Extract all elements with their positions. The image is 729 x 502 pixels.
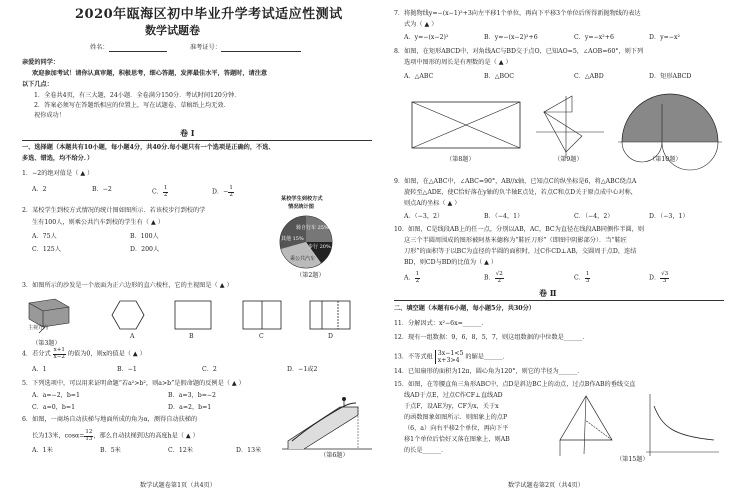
denominator: 3 bbox=[662, 277, 667, 284]
denominator: 2 bbox=[229, 191, 233, 198]
q7-option-b: B．y=−(x−2)²+6 bbox=[484, 34, 538, 41]
question-7-line-b: 式为（ ▲ ） bbox=[404, 21, 438, 28]
question-10-line-d: BD，则CD与BD的比值为（ ▲ ） bbox=[404, 259, 498, 266]
q3-letter-b: B bbox=[189, 333, 194, 340]
question-15-line-g: 的长是______． bbox=[404, 447, 448, 454]
part1-instructions-b: 多选、错选，均不给分．） bbox=[22, 155, 94, 162]
question-12: 12．现有一组数据：9，6，8，5，7，则这组数据的中位数是______． bbox=[394, 334, 589, 341]
denominator: 2 bbox=[497, 277, 501, 284]
question-15-line-d: 的函数图象如图所示．则图象上的点P bbox=[404, 414, 508, 421]
question-13 bbox=[394, 350, 509, 364]
fraction bbox=[84, 430, 93, 442]
q10-option-b bbox=[484, 272, 504, 284]
q6-option-a: A．1米 bbox=[32, 447, 53, 454]
page-1-footer: 数学试题卷第1页（共4页） bbox=[140, 482, 216, 489]
q4-text-a: 4．若分式 bbox=[22, 350, 51, 358]
q5-option-c: C．a=0，b=1 bbox=[32, 404, 76, 411]
denominator: 13 bbox=[85, 435, 93, 442]
figure-15-caption: （第15题） bbox=[616, 456, 649, 463]
figure-2-caption: （第2题） bbox=[296, 272, 325, 279]
q3-letter-a: A bbox=[130, 333, 135, 340]
exam-page-2 bbox=[384, 0, 729, 502]
q5-option-a: A．a=−2，b=1 bbox=[32, 392, 80, 399]
question-14: 14．已知扇形的面积为12π，圆心角为120°，则它的半径为______． bbox=[394, 368, 584, 375]
numerator: √3 bbox=[661, 271, 669, 277]
fraction bbox=[228, 186, 234, 198]
q1-option-c bbox=[152, 186, 168, 198]
numerator: √2 bbox=[495, 271, 503, 277]
q6-text-c: ，那么自动扶梯到达的高度h是（ ▲ ） bbox=[93, 432, 199, 440]
q6-option-c: C．12米 bbox=[168, 447, 193, 454]
q1-option-b: B．−2 bbox=[92, 186, 112, 193]
numerator: 1 bbox=[229, 185, 233, 191]
exam-no-field bbox=[190, 44, 301, 52]
q1-option-a: A．2 bbox=[32, 186, 47, 193]
question-10-line-b: 这三个半圆周围成的图形被阿基米德称为“鞋匠刀形”（即图中阴影部分）．当“鞋匠 bbox=[404, 237, 627, 244]
q7-option-a: A．y=−(x−2)² bbox=[404, 34, 449, 41]
question-6-line-a: 6．如图，一商场自动扶梯与地面所成的角为α，测得自动扶梯的 bbox=[22, 416, 198, 423]
question-9-line-c: 则点A的坐标（ ▲ ） bbox=[404, 200, 461, 207]
question-2-line-a: 2．某校学生到校方式情况的统计图如图所示．若该校步行到校的学 bbox=[22, 207, 206, 214]
q9-option-d: D．（−3，1） bbox=[649, 213, 689, 220]
pie-title-a: 某校学生到校方式 bbox=[281, 196, 323, 202]
denominator: 2 bbox=[163, 191, 168, 198]
question-10-line-c: 刀形”的面积等于以BC为直径的半圆的面积时，过C作CD⊥AB，交圆周于点D，连结 bbox=[404, 248, 637, 255]
numerator: 12 bbox=[85, 429, 93, 435]
option-letter: B． bbox=[484, 274, 495, 282]
q2-option-d: D．200人 bbox=[130, 246, 160, 253]
q6-option-b: B．5米 bbox=[100, 447, 121, 454]
page-2-footer: 数学试题卷第2页（共4页） bbox=[508, 482, 584, 489]
q10-option-d bbox=[649, 272, 669, 284]
fraction bbox=[53, 348, 66, 360]
numerator: x+1 bbox=[53, 347, 65, 353]
pie-label-bus: 乘公共汽车 bbox=[290, 256, 316, 262]
question-5: 5．下列选项中，可以用来证明命题“若a²>b²，则a>b”是假命题的反例是（ ▲ ） bbox=[22, 380, 245, 387]
question-8-line-b: 选项中图形的周长是有理数的是（ ▲ ） bbox=[404, 59, 512, 66]
inequality-1: 3x−1<5 bbox=[437, 350, 464, 357]
numerator: 1 bbox=[585, 271, 590, 277]
denominator: x−2 bbox=[53, 353, 65, 360]
fraction bbox=[495, 272, 504, 284]
question-9-line-a: 9．如图，在△ABC中，∠ABC=90°，AB//x轴，已知点C的纵坐标是6，将△ABC绕点A bbox=[394, 178, 637, 185]
q8-option-b: B．△BOC bbox=[484, 73, 514, 80]
question-11: 11．分解因式：x²−6x=______． bbox=[394, 320, 488, 327]
q10-option-a bbox=[404, 272, 420, 284]
greeting: 亲爱的同学： bbox=[22, 59, 60, 66]
escalator-figure bbox=[282, 395, 374, 455]
figure-8-caption: （第8题） bbox=[446, 156, 475, 163]
q10-option-c bbox=[574, 272, 590, 284]
question-15-line-b: 线AD于点E，过点C作CF⊥直线AD bbox=[404, 392, 503, 399]
q2-option-c: C．125人 bbox=[32, 246, 61, 253]
q9-option-c: C．（−4，2） bbox=[574, 213, 614, 220]
question-8-line-a: 8．如图，在矩形ABCD中，对角线AC与BD交于点O，已知AO=5，∠AOB=60°，则下列 bbox=[394, 48, 644, 55]
name-blank bbox=[109, 45, 167, 52]
question-6-line-b bbox=[32, 430, 199, 442]
q2-option-b: B．100人 bbox=[130, 233, 159, 240]
numerator: 1 bbox=[163, 185, 168, 191]
section-2-heading: 卷 Ⅱ bbox=[539, 288, 557, 298]
question-15-line-f: 移1个单位后恰好又落在图象上，则AB bbox=[404, 436, 510, 443]
fraction bbox=[415, 272, 421, 284]
q4-option-d: D．−1或2 bbox=[287, 366, 318, 373]
q1-option-c-label: C． bbox=[152, 188, 163, 196]
q6-text-b: 长为13米，cosα= bbox=[32, 432, 85, 440]
q3-letter-c: C bbox=[259, 333, 264, 340]
question-9-line-b: 旋转至△ADE，使C恰好落在y轴的负半轴E点处，若点C和点D关于原点成中心对称， bbox=[404, 189, 637, 196]
figure-3-caption: （第3题） bbox=[32, 340, 61, 347]
inequality-system bbox=[435, 350, 464, 364]
question-3: 3．如图所示的沙发是一个底面为正六边形的直六棱柱，它的主视图是（ ▲ ） bbox=[22, 282, 233, 289]
exam-no-blank bbox=[221, 45, 301, 52]
question-15-line-e: （6，a）向右平移2个单位，再向下平 bbox=[404, 425, 509, 432]
figure-10-caption: （第10题） bbox=[649, 156, 682, 163]
q6-option-d: D．13米 bbox=[236, 447, 262, 454]
option-letter: A． bbox=[404, 274, 415, 282]
q1-option-d-label: D．− bbox=[212, 188, 229, 196]
q4-option-a: A．1 bbox=[32, 366, 47, 373]
divider bbox=[22, 140, 372, 141]
note-2: 2．答案必须写在答题纸相应的位置上，写在试题卷、草稿纸上均无效． bbox=[34, 102, 230, 109]
denominator: 3 bbox=[585, 277, 590, 284]
denominator: 2 bbox=[415, 277, 420, 284]
q8-option-a: A．△ABC bbox=[404, 73, 434, 80]
question-4 bbox=[22, 348, 146, 360]
pie-title-b: 情况统计图 bbox=[288, 204, 314, 210]
view-direction-label: 主视方向 bbox=[28, 325, 49, 331]
intro-line-1: 欢迎参加考试！请你认真审题，积极思考，细心答题，发挥最佳水平，答题时，请注意 bbox=[32, 70, 268, 77]
figure-9-caption: （第9题） bbox=[554, 156, 583, 163]
question-15-line-a: 15．如图，在等腰直角三角形ABC中，点D是斜边BC上的动点，过点B作AB的垂线交直 bbox=[394, 381, 636, 388]
question-10-line-a: 10．如图，C是线段AB上的任一点，分别以AB，AC，BC为直径在线段AB同侧作半圆，则 bbox=[394, 226, 645, 233]
figures-8-9-10 bbox=[404, 92, 724, 164]
q1-option-d bbox=[212, 186, 234, 198]
q13-text-b: 的解是______． bbox=[465, 353, 509, 361]
figure-6-caption: （第6题） bbox=[320, 452, 349, 459]
question-1: 1．−2的绝对值是（ ▲ ） bbox=[22, 170, 94, 177]
question-15-line-c: 于点F，设AE为y，CF为x，关于x bbox=[404, 403, 499, 410]
q4-option-c: C．2 bbox=[202, 366, 217, 373]
part1-instructions-a: 一、选择题（本题共有10小题，每小题4分，共40分.每小题只有一个选项是正确的，不选、 bbox=[22, 144, 275, 151]
q8-option-d: D．矩形ABCD bbox=[649, 73, 692, 80]
pie-label-walk: 步行 20% bbox=[308, 244, 331, 250]
name-field bbox=[90, 44, 167, 52]
q3-letter-d: D bbox=[328, 333, 333, 340]
numerator: 1 bbox=[415, 271, 420, 277]
pie-label-bike: 骑自行车 25% bbox=[296, 225, 329, 231]
option-letter: D． bbox=[649, 274, 661, 282]
exam-subtitle: 数学试题卷 bbox=[145, 24, 200, 37]
fraction bbox=[585, 272, 591, 284]
question-2-line-b: 生有100人，则乘公共汽车到校的学生有（ ▲ ） bbox=[32, 219, 164, 226]
q8-option-c: C．△ABD bbox=[574, 73, 604, 80]
q4-option-b: B．−1 bbox=[117, 366, 137, 373]
fraction bbox=[163, 186, 169, 198]
figure-15 bbox=[554, 390, 724, 462]
name-label: 姓名： bbox=[90, 44, 109, 51]
q4-text-b: 的值为0，则x的值是（ ▲ ） bbox=[67, 350, 146, 358]
q7-option-c: C．y=−x²+6 bbox=[574, 34, 614, 41]
section-1-heading: 卷 Ⅰ bbox=[180, 128, 195, 138]
q9-option-a: A．（−3，2） bbox=[404, 213, 444, 220]
part2-instructions: 二、填空题（本题有6小题，每小题5分，共30分） bbox=[394, 305, 535, 312]
option-letter: C． bbox=[574, 274, 585, 282]
exam-title: 2020年瓯海区初中毕业升学考试适应性测试 bbox=[75, 7, 343, 22]
divider bbox=[394, 300, 724, 301]
pie-label-other: 其他 15% bbox=[281, 236, 304, 242]
inequality-2: x+3>4 bbox=[437, 357, 460, 365]
fraction bbox=[660, 272, 669, 284]
exam-no-label: 准考证号： bbox=[190, 44, 221, 51]
q5-option-b: B．a=3，b=−2 bbox=[168, 392, 216, 399]
q5-option-d: D．a=2，b=1 bbox=[168, 404, 212, 411]
q7-option-d: D．y=−x² bbox=[649, 34, 680, 41]
wish: 祝你成功！ bbox=[34, 112, 65, 119]
question-7-line-a: 7．将抛物线y=−(x−1)²+3向左平移1个单位，再向下平移3个单位后所得新抛物线的表达 bbox=[394, 10, 641, 17]
figure-3-views bbox=[25, 295, 365, 345]
note-1: 1．全卷共4页，有三大题，24小题．全卷满分150分．考试时间120分钟． bbox=[34, 92, 241, 99]
q2-option-a: A．75人 bbox=[32, 233, 57, 240]
intro-line-2: 以下几点： bbox=[22, 81, 53, 88]
q9-option-b: B．（−4，1） bbox=[484, 213, 524, 220]
q13-text-a: 13．不等式组 bbox=[394, 353, 433, 361]
